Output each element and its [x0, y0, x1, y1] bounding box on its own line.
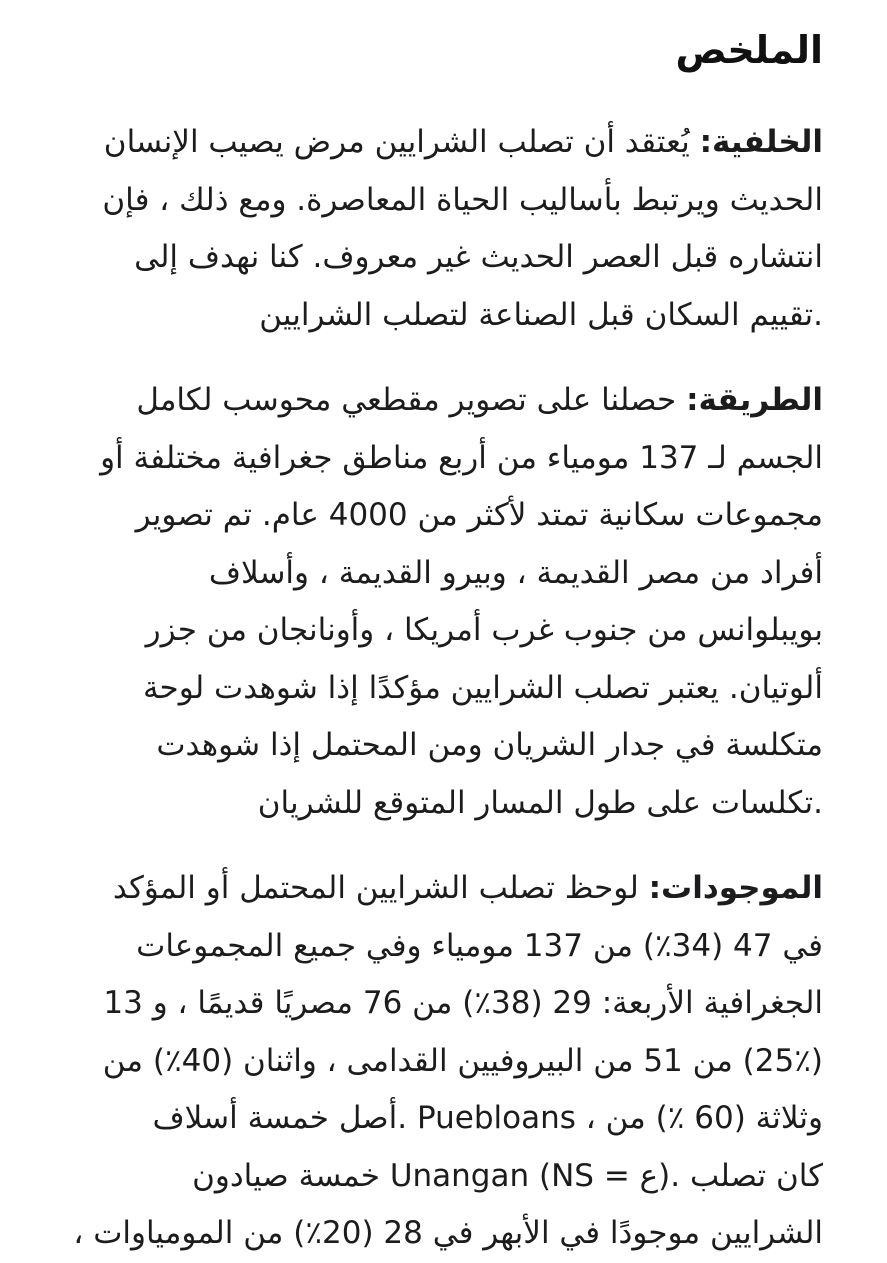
- background-label: الخلفية:: [699, 124, 823, 160]
- background-line-3: انتشاره قبل العصر الحديث غير معروف. كنا نهدف إلى: [134, 239, 823, 275]
- findings-paragraph: [40, 860, 823, 1263]
- background-line-1-text: يُعتقد أن تصلب الشرايين مرض يصيب الإنسان: [103, 124, 690, 160]
- method-line-1: [40, 372, 823, 430]
- background-line-4: .تقييم السكان قبل الصناعة لتصلب الشرايين: [259, 296, 823, 333]
- method-line-2: الجسم لـ 137 مومياء من أربع مناطق جغرافية مختلفة أو: [100, 439, 823, 476]
- method-line-1-text: حصلنا على تصوير مقطعي محوسب لكامل: [136, 382, 677, 418]
- method-line-5: بويبلوانس من جنوب غرب أمريكا ، وأونانجان من جزر: [145, 612, 823, 648]
- findings-line-1: [40, 860, 823, 918]
- findings-line-5: وثلاثة (60 ٪) من ، Puebloans .أصل خمسة أسلاف: [152, 1100, 823, 1136]
- findings-line-2: في 47 (34٪) من 137 مومياء وفي جميع المجموعات: [136, 927, 823, 964]
- abstract-heading: الملخص: [675, 28, 823, 72]
- method-line-4: أفراد من مصر القديمة ، وبيرو القديمة ، وأسلاف: [208, 554, 823, 591]
- method-label: الطريقة:: [686, 382, 823, 418]
- background-line-2: الحديث ويرتبط بأساليب الحياة المعاصرة. ومع ذلك ، فإن: [102, 181, 823, 218]
- findings-line-3: الجغرافية الأربعة: 29 (38٪) من 76 مصريًا قديمًا ، و 13: [103, 985, 823, 1021]
- method-line-6: ألوتيان. يعتبر تصلب الشرايين مؤكدًا إذا شوهدت لوحة: [142, 669, 823, 706]
- method-line-8: .تكلسات على طول المسار المتوقع للشريان: [257, 784, 823, 821]
- method-line-3: مجموعات سكانية تمتد لأكثر من 4000 عام. تم تصوير: [135, 497, 823, 533]
- findings-line-4: (25٪) من 51 من البيروفيين القدامى ، واثنان (40٪) من: [102, 1042, 823, 1079]
- findings-line-7: الشرايين موجودًا في الأبهر في 28 (20٪) من المومياوات ،: [73, 1215, 823, 1251]
- findings-line-6: كان تصلب .(ع = NS) Unangan خمسة صيادون: [192, 1157, 823, 1194]
- findings-label: الموجودات:: [648, 870, 823, 906]
- method-paragraph: [40, 372, 823, 832]
- findings-line-1-text: لوحظ تصلب الشرايين المحتمل أو المؤكد: [112, 870, 639, 906]
- background-line-1: [40, 114, 823, 172]
- background-paragraph: [40, 114, 823, 344]
- method-line-7: متكلسة في جدار الشريان ومن المحتمل إذا شوهدت: [156, 727, 823, 763]
